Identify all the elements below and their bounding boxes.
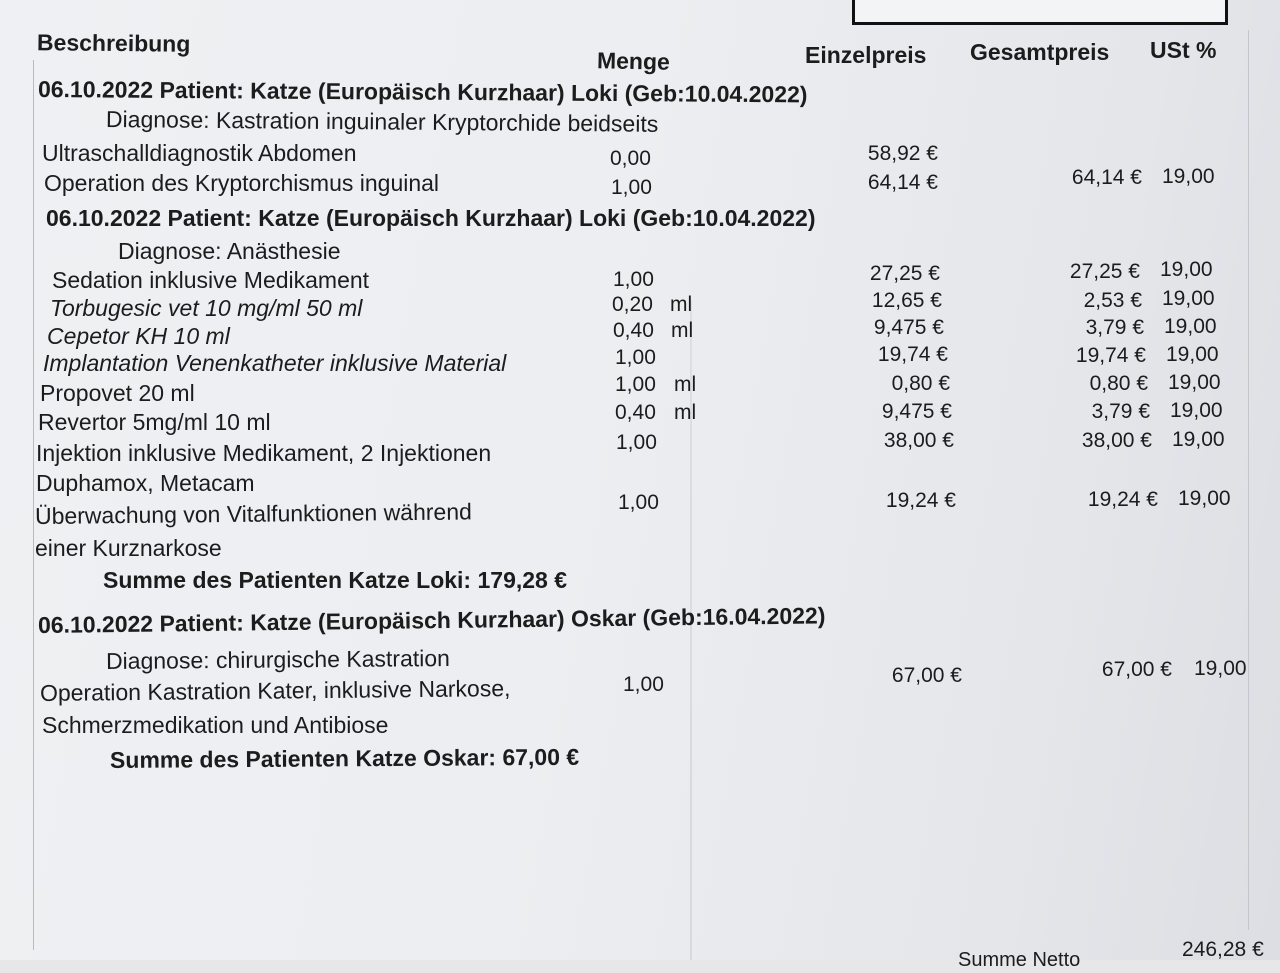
item-total-2-8: 19,24 € bbox=[1087, 488, 1158, 511]
item-unit-price-2-7: 38,00 € bbox=[883, 429, 954, 452]
item-total-2-5: 0,80 € bbox=[1089, 372, 1148, 395]
item-qty-2-6: 0,40 bbox=[615, 401, 656, 424]
item-desc-1-2: Operation des Kryptorchismus inguinal bbox=[44, 170, 440, 196]
item-total-2-6: 3,79 € bbox=[1091, 400, 1150, 423]
header-vat: USt % bbox=[1150, 37, 1217, 63]
item-desc2-3-1: Schmerzmedikation und Antibiose bbox=[42, 712, 389, 738]
item-vat-2-1: 19,00 bbox=[1160, 258, 1213, 281]
item-desc-2-4: Implantation Venenkatheter inklusive Material bbox=[43, 350, 507, 376]
patient-sum-oskar: Summe des Patienten Katze Oskar: 67,00 € bbox=[109, 743, 580, 773]
item-desc-2-3: Cepetor KH 10 ml bbox=[47, 323, 230, 349]
patient-line-1: 06.10.2022 Patient: Katze (Europäisch Kurzhaar) Loki (Geb:10.04.2022) bbox=[37, 76, 808, 108]
item-unit-price-2-4: 19,74 € bbox=[877, 343, 948, 366]
item-unit-price-2-6: 9,475 € bbox=[881, 400, 952, 423]
diagnosis-1: Diagnose: Kastration inguinaler Kryptorchide beidseits bbox=[105, 106, 659, 137]
header-total-price: Gesamtpreis bbox=[970, 39, 1110, 65]
item-total-3-1: 67,00 € bbox=[1101, 658, 1172, 681]
item-unit-price-2-8: 19,24 € bbox=[885, 489, 956, 512]
item-unit-price-1-2: 64,14 € bbox=[867, 171, 938, 194]
item-qty-1-2: 1,00 bbox=[611, 176, 652, 199]
diagnosis-2: Diagnose: Anästhesie bbox=[118, 238, 341, 264]
item-qty-2-8: 1,00 bbox=[618, 491, 659, 514]
item-unit-price-2-5: 0,80 € bbox=[891, 372, 950, 395]
item-qty-2-2: 0,20 bbox=[612, 293, 653, 316]
header-description: Beschreibung bbox=[36, 29, 191, 57]
item-desc2-2-8: einer Kurznarkose bbox=[35, 535, 222, 561]
item-unit-price-2-2: 12,65 € bbox=[871, 289, 942, 312]
item-qty-2-7: 1,00 bbox=[616, 431, 657, 454]
item-desc-2-1: Sedation inklusive Medikament bbox=[52, 267, 370, 293]
item-unit-2-5: ml bbox=[674, 373, 697, 396]
item-qty-1-1: 0,00 bbox=[610, 147, 651, 170]
item-total-2-7: 38,00 € bbox=[1081, 429, 1152, 452]
item-unit-2-6: ml bbox=[674, 401, 697, 424]
item-unit-price-1-1: 58,92 € bbox=[867, 142, 938, 165]
item-vat-2-6: 19,00 bbox=[1170, 399, 1223, 422]
patient-line-3: 06.10.2022 Patient: Katze (Europäisch Kurzhaar) Oskar (Geb:16.04.2022) bbox=[37, 602, 826, 638]
header-unit-price: Einzelpreis bbox=[805, 42, 927, 68]
item-vat-2-2: 19,00 bbox=[1162, 287, 1215, 310]
item-qty-2-1: 1,00 bbox=[613, 268, 654, 291]
netto-label: Summe Netto bbox=[958, 949, 1081, 971]
item-desc-2-8: Überwachung von Vitalfunktionen während bbox=[34, 498, 472, 529]
address-box bbox=[852, 0, 1228, 25]
diagnosis-3: Diagnose: chirurgische Kastration bbox=[105, 644, 451, 674]
item-desc2-2-7: Duphamox, Metacam bbox=[36, 470, 255, 496]
item-total-2-2: 2,53 € bbox=[1083, 289, 1142, 312]
item-vat-2-7: 19,00 bbox=[1172, 428, 1225, 451]
item-vat-2-4: 19,00 bbox=[1166, 343, 1219, 366]
left-border-line bbox=[33, 60, 34, 950]
item-desc-3-1: Operation Kastration Kater, inklusive Narkose, bbox=[39, 675, 511, 706]
item-qty-2-3: 0,40 bbox=[613, 319, 654, 342]
item-unit-price-2-3: 9,475 € bbox=[873, 316, 944, 339]
item-desc-2-6: Revertor 5mg/ml 10 ml bbox=[38, 409, 271, 435]
item-desc-2-2: Torbugesic vet 10 mg/ml 50 ml bbox=[50, 295, 363, 321]
item-qty-2-5: 1,00 bbox=[615, 373, 656, 396]
header-quantity: Menge bbox=[596, 47, 671, 75]
right-border-line bbox=[1248, 30, 1249, 930]
item-vat-2-8: 19,00 bbox=[1178, 487, 1231, 510]
item-unit-price-3-1: 67,00 € bbox=[891, 664, 962, 687]
item-desc-2-5: Propovet 20 ml bbox=[40, 380, 195, 406]
item-unit-price-2-1: 27,25 € bbox=[869, 262, 940, 285]
item-qty-2-4: 1,00 bbox=[615, 346, 656, 369]
item-desc-1-1: Ultraschalldiagnostik Abdomen bbox=[42, 140, 357, 166]
item-total-1-2: 64,14 € bbox=[1071, 166, 1142, 189]
patient-sum-loki: Summe des Patienten Katze Loki: 179,28 € bbox=[103, 567, 568, 593]
patient-line-2: 06.10.2022 Patient: Katze (Europäisch Kurzhaar) Loki (Geb:10.04.2022) bbox=[46, 205, 816, 231]
item-vat-2-5: 19,00 bbox=[1168, 371, 1221, 394]
item-desc-2-7: Injektion inklusive Medikament, 2 Injektionen bbox=[36, 440, 492, 466]
item-qty-3-1: 1,00 bbox=[623, 673, 664, 696]
netto-value: 246,28 € bbox=[1182, 938, 1264, 961]
item-unit-2-2: ml bbox=[670, 293, 693, 316]
item-unit-2-3: ml bbox=[671, 319, 694, 342]
item-vat-2-3: 19,00 bbox=[1164, 315, 1217, 338]
item-total-2-3: 3,79 € bbox=[1085, 316, 1144, 339]
item-total-2-1: 27,25 € bbox=[1069, 260, 1140, 283]
item-vat-1-2: 19,00 bbox=[1162, 165, 1215, 188]
item-total-2-4: 19,74 € bbox=[1075, 344, 1146, 367]
item-vat-3-1: 19,00 bbox=[1194, 657, 1247, 680]
